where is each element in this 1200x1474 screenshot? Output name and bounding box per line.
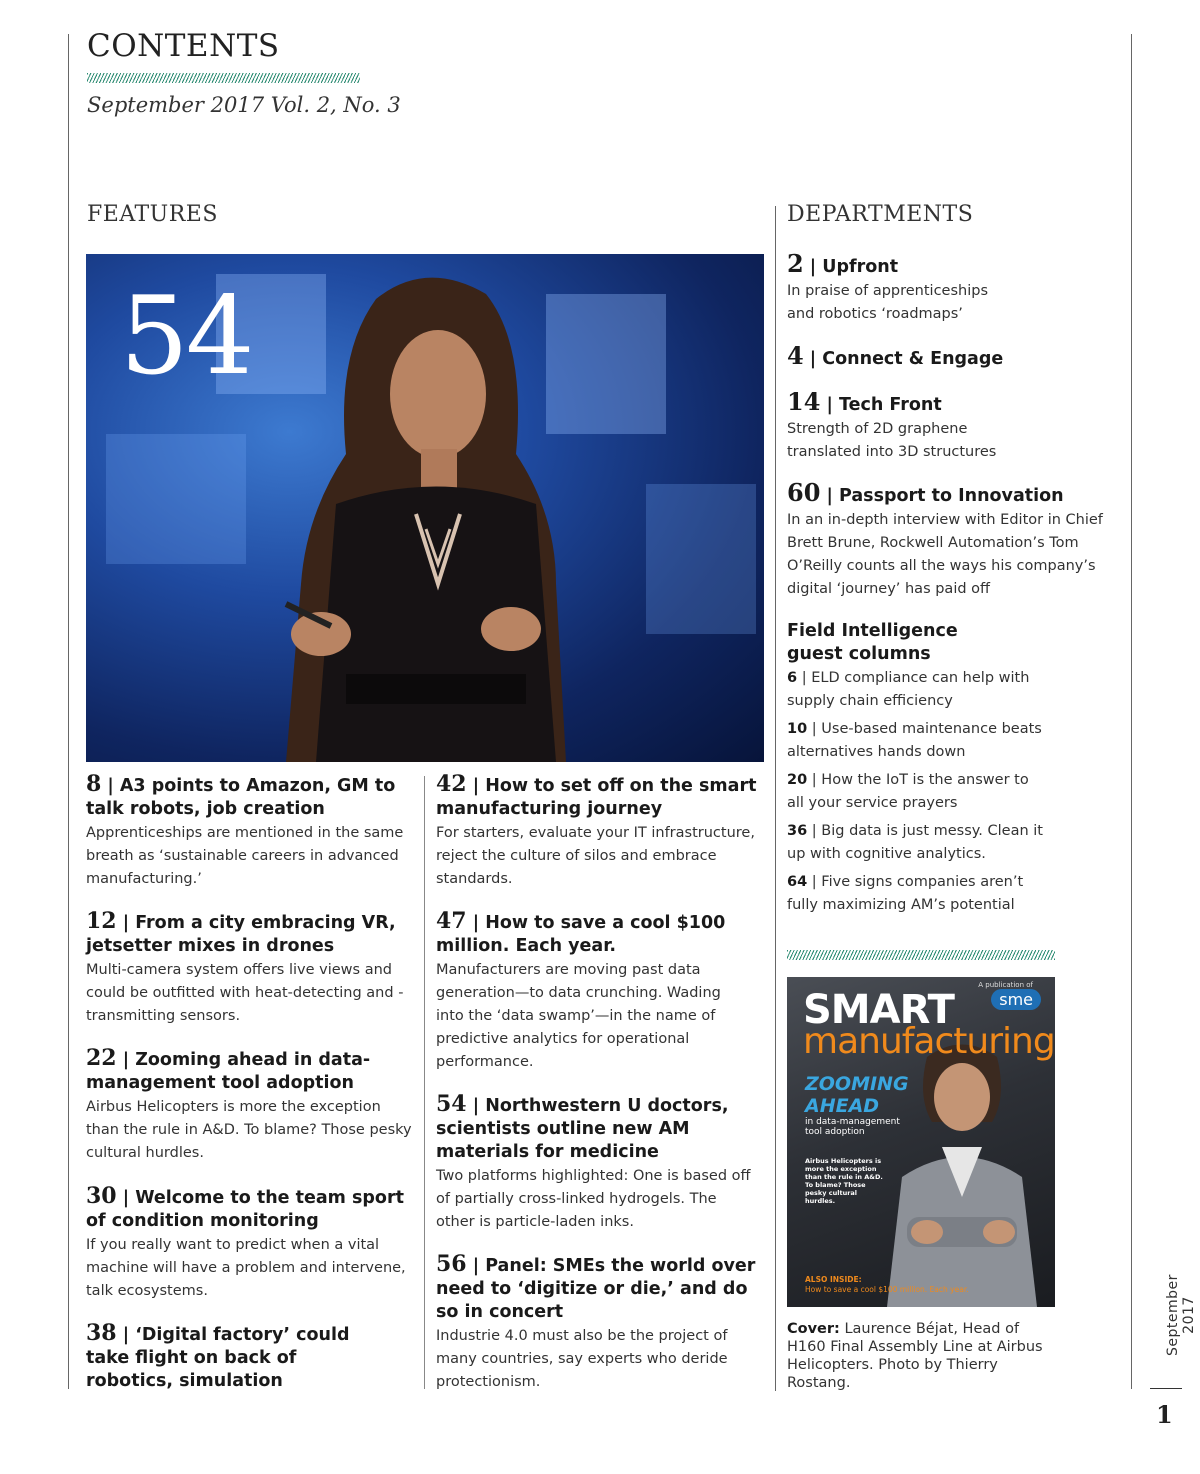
- cover-publisher-note: A publication of: [978, 981, 1033, 989]
- department-entry[interactable]: [787, 480, 1112, 601]
- story-description: If you really want to predict when a vital machine will have a problem and intervene, talk ecosystems.: [86, 1237, 406, 1299]
- story-headline: 30 | Welcome to the team sport of condition monitoring: [86, 1183, 404, 1231]
- department-description: Strength of 2D graphene translated into 3D structures: [787, 421, 997, 460]
- feature-column-divider: [424, 776, 425, 1389]
- cover-also-inside-text: How to save a cool $100 million. Each year.: [805, 1285, 969, 1294]
- feature-story[interactable]: [86, 1185, 416, 1303]
- department-description: In an in-depth interview with Editor in Chief Brett Brune, Rockwell Automation’s Tom O’Reilly counts all the ways his company’s digital ‘journey’ has paid off: [787, 512, 1103, 597]
- feature-story[interactable]: [86, 1322, 376, 1393]
- departments-hatch-rule: [787, 950, 1055, 960]
- story-headline: 47 | How to save a cool $100 million. Each year.: [436, 908, 726, 956]
- page-number: 1: [1156, 1400, 1173, 1429]
- title-hatch-rule: [87, 73, 360, 83]
- cover-subhead: in data-management tool adoption: [805, 1117, 900, 1137]
- story-description: Two platforms highlighted: One is based off of partially cross-linked hydrogels. The other is particle-laden inks.: [436, 1168, 751, 1230]
- feature-story[interactable]: [436, 1093, 756, 1234]
- department-entry[interactable]: [787, 389, 1017, 464]
- departments-heading: DEPARTMENTS: [787, 202, 974, 227]
- sme-logo: sme: [991, 989, 1041, 1010]
- story-description: Industrie 4.0 must also be the project of many countries, say experts who deride protectionism.: [436, 1328, 728, 1390]
- feature-story[interactable]: [86, 910, 416, 1028]
- story-headline: 54 | Northwestern U doctors, scientists outline new AM materials for medicine: [436, 1091, 729, 1162]
- department-headline: 2 | Upfront: [787, 249, 899, 278]
- guest-column-item[interactable]: 10 | Use-based maintenance beats alternatives hands down: [787, 721, 1042, 760]
- story-headline: 8 | A3 points to Amazon, GM to talk robots, job creation: [86, 771, 396, 819]
- guest-column-item[interactable]: 6 | ELD compliance can help with supply chain efficiency: [787, 670, 1030, 709]
- department-headline: 60 | Passport to Innovation: [787, 478, 1064, 507]
- department-entry[interactable]: [787, 251, 1017, 326]
- department-entry[interactable]: [787, 343, 1107, 372]
- story-headline: 38 | ‘Digital factory’ could take flight on back of robotics, simulation: [86, 1320, 350, 1391]
- field-intelligence-section: [787, 620, 1047, 917]
- guest-column-item[interactable]: 20 | How the IoT is the answer to all your service prayers: [787, 772, 1029, 811]
- page-title: CONTENTS: [87, 28, 280, 64]
- folio-date: September 2017: [1165, 1274, 1197, 1356]
- left-margin-rule: [68, 34, 69, 1389]
- story-headline: 12 | From a city embracing VR, jetsetter mixes in drones: [86, 908, 396, 956]
- cover-blurb: Airbus Helicopters is more the exception than the rule in A&D. To blame? Those pesky cultural hurdles.: [805, 1157, 883, 1205]
- feature-story[interactable]: [436, 1253, 766, 1394]
- story-description: Manufacturers are moving past data generation—to data crunching. Wading into the ‘data swamp’—in the name of predictive analytics for operational performance.: [436, 962, 721, 1070]
- field-intelligence-title: Field Intelligence guest columns: [787, 621, 958, 664]
- cover-also-inside-label: ALSO INSIDE:: [805, 1275, 862, 1284]
- features-heading: FEATURES: [87, 202, 218, 227]
- story-description: Multi-camera system offers live views and could be outfitted with heat-detecting and -transmitting sensors.: [86, 962, 404, 1024]
- department-headline: 14 | Tech Front: [787, 387, 942, 416]
- cover-caption: Cover: Laurence Béjat, Head of H160 Final Assembly Line at Airbus Helicopters. Photo by Thierry Rostang.: [787, 1321, 1043, 1391]
- story-description: For starters, evaluate your IT infrastructure, reject the culture of silos and embrace standards.: [436, 825, 755, 887]
- guest-column-item[interactable]: 36 | Big data is just messy. Clean it up with cognitive analytics.: [787, 823, 1043, 862]
- feature-story[interactable]: [86, 773, 416, 891]
- cover-masthead-manufacturing: manufacturing: [803, 1021, 1055, 1062]
- folio-rule: [1150, 1388, 1182, 1389]
- department-headline: 4 | Connect & Engage: [787, 341, 1004, 370]
- feature-story[interactable]: [86, 1047, 416, 1165]
- magazine-cover-image[interactable]: [787, 977, 1055, 1307]
- department-description: In praise of apprenticeships and robotics ‘roadmaps’: [787, 283, 989, 322]
- hero-photo[interactable]: [86, 254, 764, 762]
- story-headline: 42 | How to set off on the smart manufacturing journey: [436, 771, 757, 819]
- story-headline: 22 | Zooming ahead in data-management tool adoption: [86, 1045, 371, 1093]
- cover-headline: ZOOMING AHEAD: [805, 1073, 909, 1117]
- feature-story[interactable]: [436, 910, 736, 1074]
- feature-story[interactable]: [436, 773, 766, 891]
- column-divider-rule: [775, 206, 776, 1391]
- hero-page-number: 54: [120, 274, 252, 399]
- cover-masthead-smart: SMART: [803, 987, 954, 1033]
- right-margin-rule: [1131, 34, 1132, 1389]
- issue-date-line: September 2017 Vol. 2, No. 3: [87, 93, 401, 117]
- story-description: Apprenticeships are mentioned in the same breath as ‘sustainable careers in advanced manufacturing.’: [86, 825, 404, 887]
- story-headline: 56 | Panel: SMEs the world over need to ‘digitize or die,’ and do so in concert: [436, 1251, 756, 1322]
- story-description: Airbus Helicopters is more the exception than the rule in A&D. To blame? Those pesky cultural hurdles.: [86, 1099, 412, 1161]
- guest-column-item[interactable]: 64 | Five signs companies aren’t fully maximizing AM’s potential: [787, 874, 1024, 913]
